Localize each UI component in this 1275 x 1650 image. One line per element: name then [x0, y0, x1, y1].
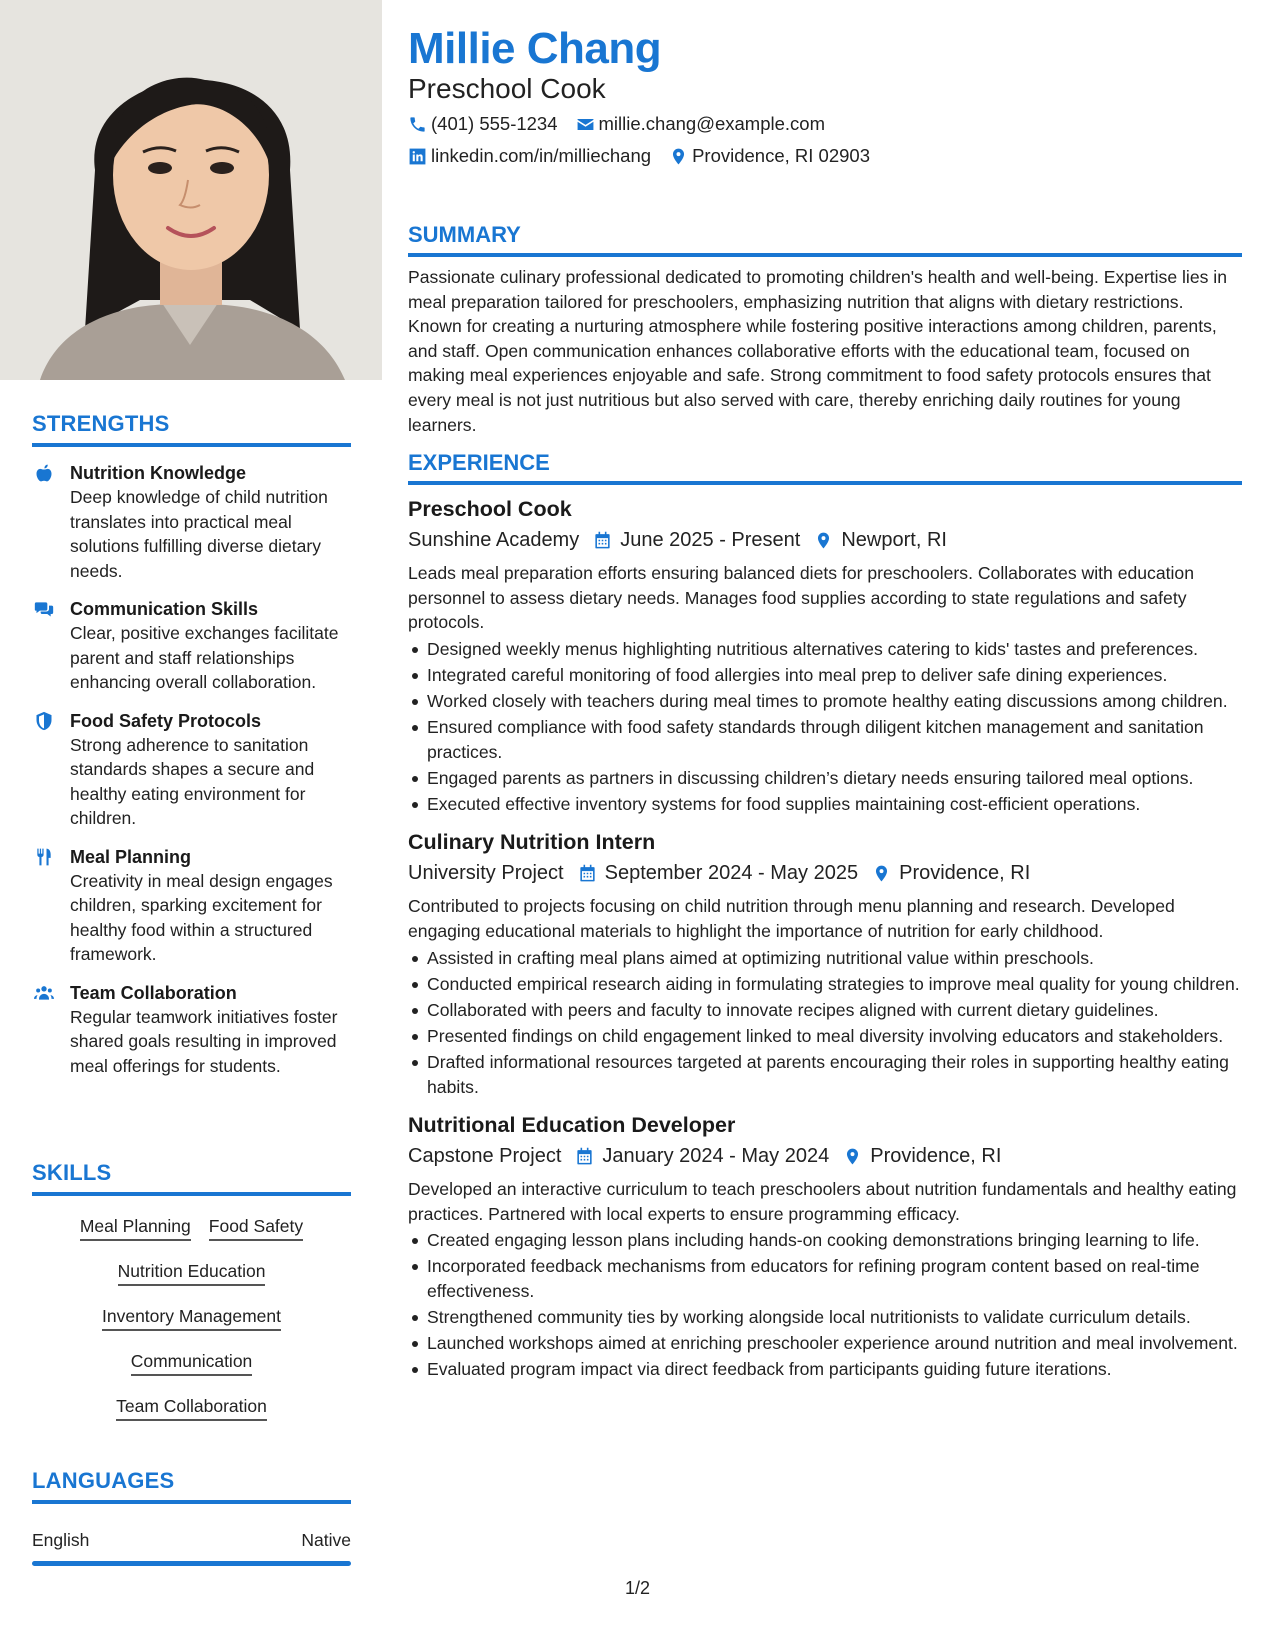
map-pin-icon: [814, 531, 833, 550]
strength-title: Nutrition Knowledge: [70, 463, 246, 483]
strength-item: [32, 709, 351, 831]
skill-tag: Team Collaboration: [116, 1394, 267, 1421]
skill-tag: Inventory Management: [102, 1304, 281, 1331]
job-bullet: Conducted empirical research aiding in formulating strategies to improve meal quality for young children.: [408, 972, 1242, 997]
chat-bubbles-icon: [32, 597, 70, 695]
strengths-heading: STRENGTHS: [32, 411, 351, 447]
email-text: millie.chang@example.com: [598, 113, 825, 134]
skill-tag: Meal Planning: [80, 1214, 191, 1241]
email-contact[interactable]: [576, 113, 825, 135]
job-bullet: Incorporated feedback mechanisms from educators for refining program content based on real-time effectiveness.: [408, 1254, 1242, 1303]
job-bullet: Executed effective inventory systems for food supplies maintaining cost-efficient operations.: [408, 792, 1242, 817]
candidate-name: Millie Chang: [408, 24, 662, 73]
job-organization: University Project: [408, 862, 564, 885]
portrait-illustration: [0, 0, 382, 380]
summary-section: [408, 222, 1242, 437]
job-description: Contributed to projects focusing on child nutrition through menu planning and research. Developed engaging educational materials to highlight the importance of nutrition for early childhood.: [408, 896, 1175, 942]
summary-heading: SUMMARY: [408, 222, 1242, 257]
job-dates: January 2024 - May 2024: [602, 1145, 830, 1168]
job-bullet: Strengthened community ties by working alongside local nutritionists to validate curriculum details.: [408, 1305, 1242, 1330]
strength-title: Food Safety Protocols: [70, 710, 262, 731]
job-dates: September 2024 - May 2025: [604, 862, 859, 885]
strength-description: Deep knowledge of child nutrition translates into practical meal solutions fulfilling diverse dietary needs.: [70, 487, 328, 581]
languages-section: [32, 1468, 351, 1566]
sidebar: [0, 0, 382, 1650]
strength-description: Creativity in meal design engages children, sparking excitement for healthy food within a structured framework.: [70, 870, 333, 964]
profile-photo: [0, 0, 382, 380]
utensils-icon: [32, 845, 70, 967]
skill-row: [32, 1304, 351, 1331]
contact-line: [408, 113, 825, 135]
job-meta: [408, 527, 1242, 553]
job-organization: Capstone Project: [408, 1145, 562, 1168]
map-pin-icon: [843, 1147, 862, 1166]
candidate-role: Preschool Cook: [408, 73, 606, 104]
experience-section: [408, 450, 1242, 1383]
skills-section: [32, 1160, 351, 1421]
job-title: Culinary Nutrition Intern: [408, 830, 656, 855]
job-description: Leads meal preparation efforts ensuring balanced diets for preschoolers. Collaborates with education personnel to assess dietary needs. Manages food supplies according to state regulations and safety protocols.: [408, 563, 1194, 633]
job-bullet: Collaborated with peers and faculty to innovate recipes aligned with current dietary guidelines.: [408, 998, 1242, 1023]
map-pin-icon: [669, 147, 688, 166]
job-bullet: Worked closely with teachers during meal times to promote healthy eating discussions among children.: [408, 689, 1242, 714]
skill-row: [32, 1349, 351, 1376]
language-name: English: [32, 1530, 90, 1550]
apple-icon: [32, 461, 70, 583]
calendar-icon: [593, 531, 612, 550]
job-bullet: Designed weekly menus highlighting nutritious alternatives catering to kids' tastes and preferences.: [408, 637, 1242, 662]
page-number: 1/2: [625, 1578, 651, 1598]
job-bullet: Evaluated program impact via direct feedback from participants guiding future iterations.: [408, 1357, 1242, 1382]
linkedin-icon: [408, 147, 427, 166]
phone-text: (401) 555-1234: [431, 113, 558, 134]
job-organization: Sunshine Academy: [408, 529, 580, 551]
strength-description: Clear, positive exchanges facilitate parent and staff relationships enhancing overall collaboration.: [70, 623, 339, 692]
linkedin-contact[interactable]: [408, 145, 651, 167]
shield-icon: [32, 709, 70, 831]
strength-item: [32, 845, 351, 967]
language-level: Native: [301, 1530, 351, 1550]
strength-description: Regular teamwork initiatives foster shared goals resulting in improved meal offerings for students.: [70, 1006, 338, 1076]
skill-tag: Food Safety: [209, 1214, 303, 1241]
strength-title: Meal Planning: [70, 846, 192, 867]
job-location: Providence, RI: [870, 1145, 1002, 1168]
job-entry: [408, 828, 1242, 1099]
job-location: Providence, RI: [899, 862, 1031, 885]
location-contact: [669, 145, 870, 167]
skills-heading: SKILLS: [32, 1160, 351, 1196]
strength-title: Team Collaboration: [70, 982, 237, 1003]
job-location: Newport, RI: [841, 529, 947, 551]
strength-description: Strong adherence to sanitation standards shapes a secure and healthy eating environment for children.: [70, 734, 315, 828]
calendar-icon: [575, 1147, 594, 1166]
job-title: Nutritional Education Developer: [408, 1113, 736, 1138]
job-list: [408, 495, 1242, 1382]
strengths-section: [32, 411, 351, 1078]
skill-row: [32, 1214, 351, 1241]
job-bullet: Integrated careful monitoring of food allergies into meal prep to deliver safe dining experiences.: [408, 663, 1242, 688]
skill-row: [32, 1259, 351, 1286]
job-bullets: [408, 946, 1242, 1100]
job-title: Preschool Cook: [408, 497, 572, 521]
strength-item: [32, 597, 351, 695]
experience-heading: EXPERIENCE: [408, 450, 1242, 485]
job-bullet: Engaged parents as partners in discussing children’s dietary needs ensuring tailored meal options.: [408, 766, 1242, 791]
people-group-icon: [32, 981, 70, 1079]
skill-tag: Nutrition Education: [118, 1259, 266, 1286]
language-row: [32, 1530, 351, 1551]
envelope-icon: [576, 115, 595, 134]
job-bullet: Ensured compliance with food safety standards through diligent kitchen management and sanitation practices.: [408, 715, 1242, 764]
job-bullets: [408, 1228, 1242, 1382]
map-pin-icon: [872, 864, 891, 883]
job-bullets: [408, 637, 1242, 817]
strength-item: [32, 461, 351, 583]
job-bullet: Assisted in crafting meal plans aimed at optimizing nutritional value within preschools.: [408, 946, 1242, 971]
phone-contact[interactable]: [408, 113, 558, 135]
skill-row: [32, 1394, 351, 1421]
skill-tag: Communication: [131, 1349, 253, 1376]
job-bullet: Drafted informational resources targeted at parents encouraging their roles in supporting healthy eating habits.: [408, 1050, 1242, 1099]
strength-title: Communication Skills: [70, 599, 259, 619]
language-proficiency-bar: [32, 1561, 351, 1566]
job-bullet: Created engaging lesson plans including hands-on cooking demonstrations bringing learning to life.: [408, 1228, 1242, 1253]
job-bullet: Launched workshops aimed at enriching preschooler experience around nutrition and meal involvement.: [408, 1331, 1242, 1356]
strength-item: [32, 981, 351, 1079]
job-bullet: Presented findings on child engagement linked to meal diversity involving educators and stakeholders.: [408, 1024, 1242, 1049]
location-text: Providence, RI 02903: [692, 145, 870, 166]
job-entry: [408, 495, 1242, 816]
linkedin-text: linkedin.com/in/milliechang: [431, 145, 652, 166]
job-meta: [408, 1143, 1242, 1169]
phone-icon: [408, 115, 427, 134]
calendar-icon: [578, 864, 597, 883]
job-entry: [408, 1111, 1242, 1382]
job-description: Developed an interactive curriculum to teach preschoolers about nutrition fundamentals and healthy eating practices. Partnered with local experts to ensure programming efficacy.: [408, 1179, 1237, 1224]
contact-line: [408, 145, 870, 167]
job-dates: June 2025 - Present: [620, 529, 801, 551]
languages-heading: LANGUAGES: [32, 1468, 351, 1504]
job-meta: [408, 860, 1242, 886]
summary-text: Passionate culinary professional dedicated to promoting children's health and well-being. Expertise lies in meal preparation tailored for preschoolers, emphasizing nutrition that aligns with dietary restrictions. Known for creating a nurturing atmosphere while fostering positive interactions among children, parents, and staff. Open communication enhances collaborative efforts with the educational team, focused on making meal experiences enjoyable and safe. Strong commitment to food safety protocols ensures that every meal is not just nutritious but also served with care, thereby enriching daily routines for young learners.: [408, 267, 1228, 435]
